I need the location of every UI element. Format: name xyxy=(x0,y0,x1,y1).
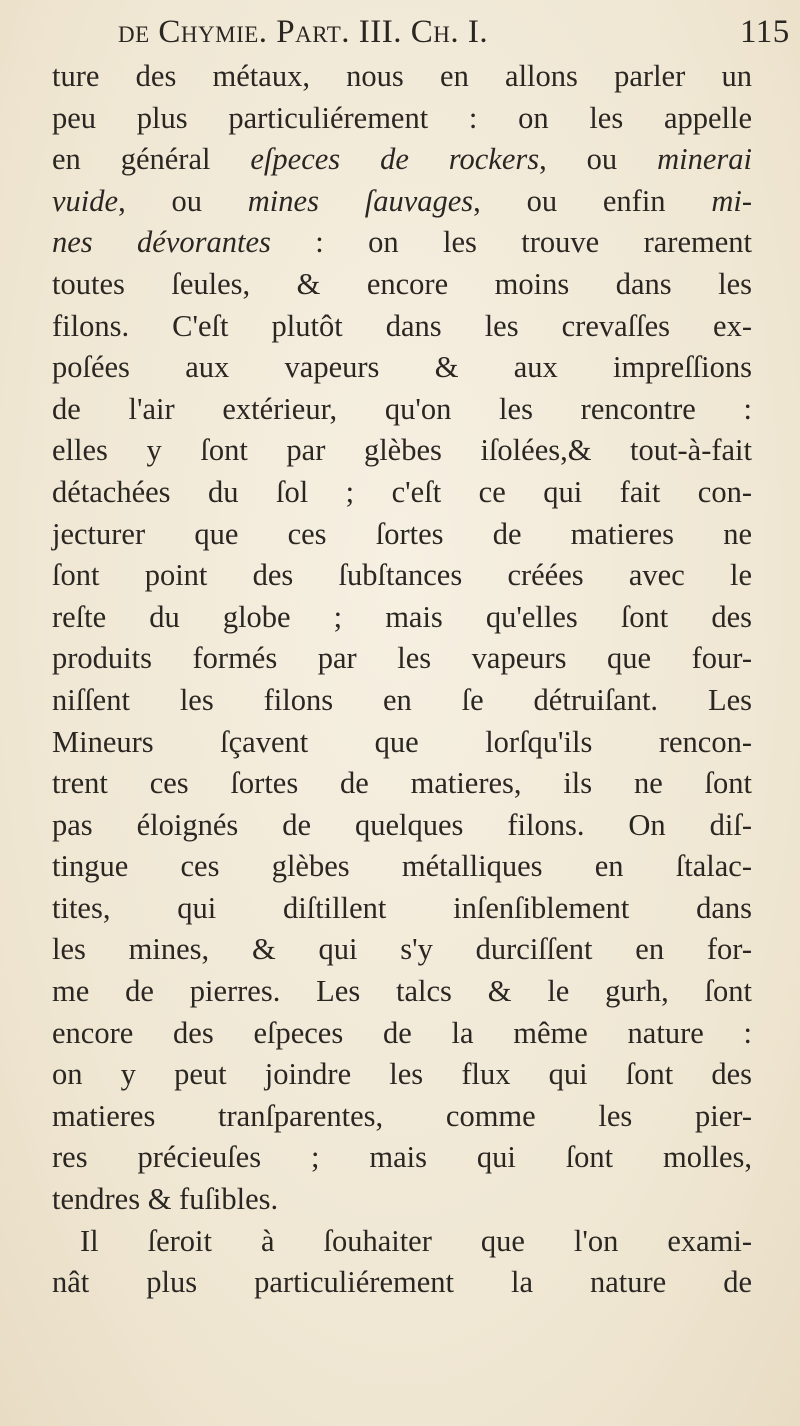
text-line xyxy=(52,306,752,348)
text-segment: filons. C'eſt plutôt dans les crevaſſes ex- xyxy=(52,308,752,343)
text-line xyxy=(52,1013,752,1055)
text-line xyxy=(52,763,752,805)
text-line xyxy=(52,1054,752,1096)
text-line xyxy=(52,222,752,264)
text-segment: niſſent les filons en ſe détruiſant. Les xyxy=(52,682,752,717)
text-line xyxy=(52,264,752,306)
text-line xyxy=(52,805,752,847)
body-text xyxy=(52,56,752,1304)
italic-phrase: vuide xyxy=(52,183,119,218)
text-segment: jecturer que ces ſortes de matieres ne xyxy=(52,516,752,551)
text-line xyxy=(52,56,752,98)
text-line xyxy=(52,722,752,764)
text-segment: peu plus particuliérement : on les appelle xyxy=(52,100,752,135)
text-segment: de l'air extérieur, qu'on les rencontre : xyxy=(52,391,752,426)
text-line xyxy=(52,1262,752,1304)
text-segment: ſont point des ſubſtances créées avec le xyxy=(52,558,752,593)
text-segment: elles y ſont par glèbes iſolées,& tout-à-fait xyxy=(52,433,752,468)
text-segment: Mineurs ſçavent que lorſqu'ils rencon- xyxy=(52,724,752,759)
text-segment: tingue ces glèbes métalliques en ſtalac- xyxy=(52,849,752,884)
text-segment: les mines, & qui s'y durciſſent en for- xyxy=(52,932,752,967)
text-segment: détachées du ſol ; c'eſt ce qui fait con- xyxy=(52,474,752,509)
text-segment: res précieuſes ; mais qui ſont molles, xyxy=(52,1140,752,1175)
text-segment: , ou enfin xyxy=(473,183,712,218)
italic-phrase: nes dévorantes xyxy=(52,225,271,260)
text-segment: produits formés par les vapeurs que four- xyxy=(52,641,752,676)
text-segment: pas éloignés de quelques filons. On diſ- xyxy=(52,807,752,842)
text-segment: on y peut joindre les flux qui ſont des xyxy=(52,1057,752,1092)
italic-phrase: minerai xyxy=(657,142,752,177)
text-segment: matieres tranſparentes, comme les pier- xyxy=(52,1098,752,1133)
italic-phrase: mines ſauvages xyxy=(247,183,474,218)
text-line xyxy=(52,430,752,472)
italic-phrase: mi- xyxy=(711,183,753,218)
text-segment: tendres & fuſibles. xyxy=(52,1182,279,1217)
text-line xyxy=(52,514,752,556)
text-line xyxy=(52,472,752,514)
text-segment: : on les trouve rarement xyxy=(270,225,752,260)
text-segment: , ou xyxy=(539,142,658,177)
text-line xyxy=(52,98,752,140)
page-number: 115 xyxy=(740,14,790,50)
page-header xyxy=(0,14,800,58)
running-head: de Chymie. Part. III. Ch. I. xyxy=(118,14,489,50)
text-line xyxy=(52,1221,752,1263)
text-segment: reſte du globe ; mais qu'elles ſont des xyxy=(52,599,752,634)
text-line xyxy=(52,971,752,1013)
text-line xyxy=(52,888,752,930)
text-segment: ture des métaux, nous en allons parler un xyxy=(52,59,752,93)
text-line xyxy=(52,1096,752,1138)
text-line xyxy=(52,1179,752,1221)
text-segment: me de pierres. Les talcs & le gurh, ſont xyxy=(52,974,752,1009)
text-segment: tites, qui diſtillent inſenſiblement dans xyxy=(52,890,752,925)
text-segment: Il ſeroit à ſouhaiter que l'on exami- xyxy=(80,1223,752,1258)
text-line xyxy=(52,389,752,431)
text-line xyxy=(52,846,752,888)
text-line xyxy=(52,181,752,223)
text-line xyxy=(52,139,752,181)
italic-phrase: eſpeces de rockers xyxy=(250,142,540,177)
text-segment: toutes ſeules, & encore moins dans les xyxy=(52,266,752,301)
text-line xyxy=(52,680,752,722)
text-line xyxy=(52,347,752,389)
text-segment: en général xyxy=(52,142,251,177)
text-line xyxy=(52,555,752,597)
text-segment: nât plus particuliérement la nature de xyxy=(52,1265,752,1300)
text-segment: trent ces ſortes de matieres, ils ne ſont xyxy=(52,766,752,801)
text-segment: poſées aux vapeurs & aux impreſſions xyxy=(52,350,752,385)
text-line xyxy=(52,929,752,971)
text-segment: , ou xyxy=(118,183,248,218)
text-line xyxy=(52,597,752,639)
text-line xyxy=(52,1137,752,1179)
text-line xyxy=(52,638,752,680)
text-segment: encore des eſpeces de la même nature : xyxy=(52,1015,752,1050)
